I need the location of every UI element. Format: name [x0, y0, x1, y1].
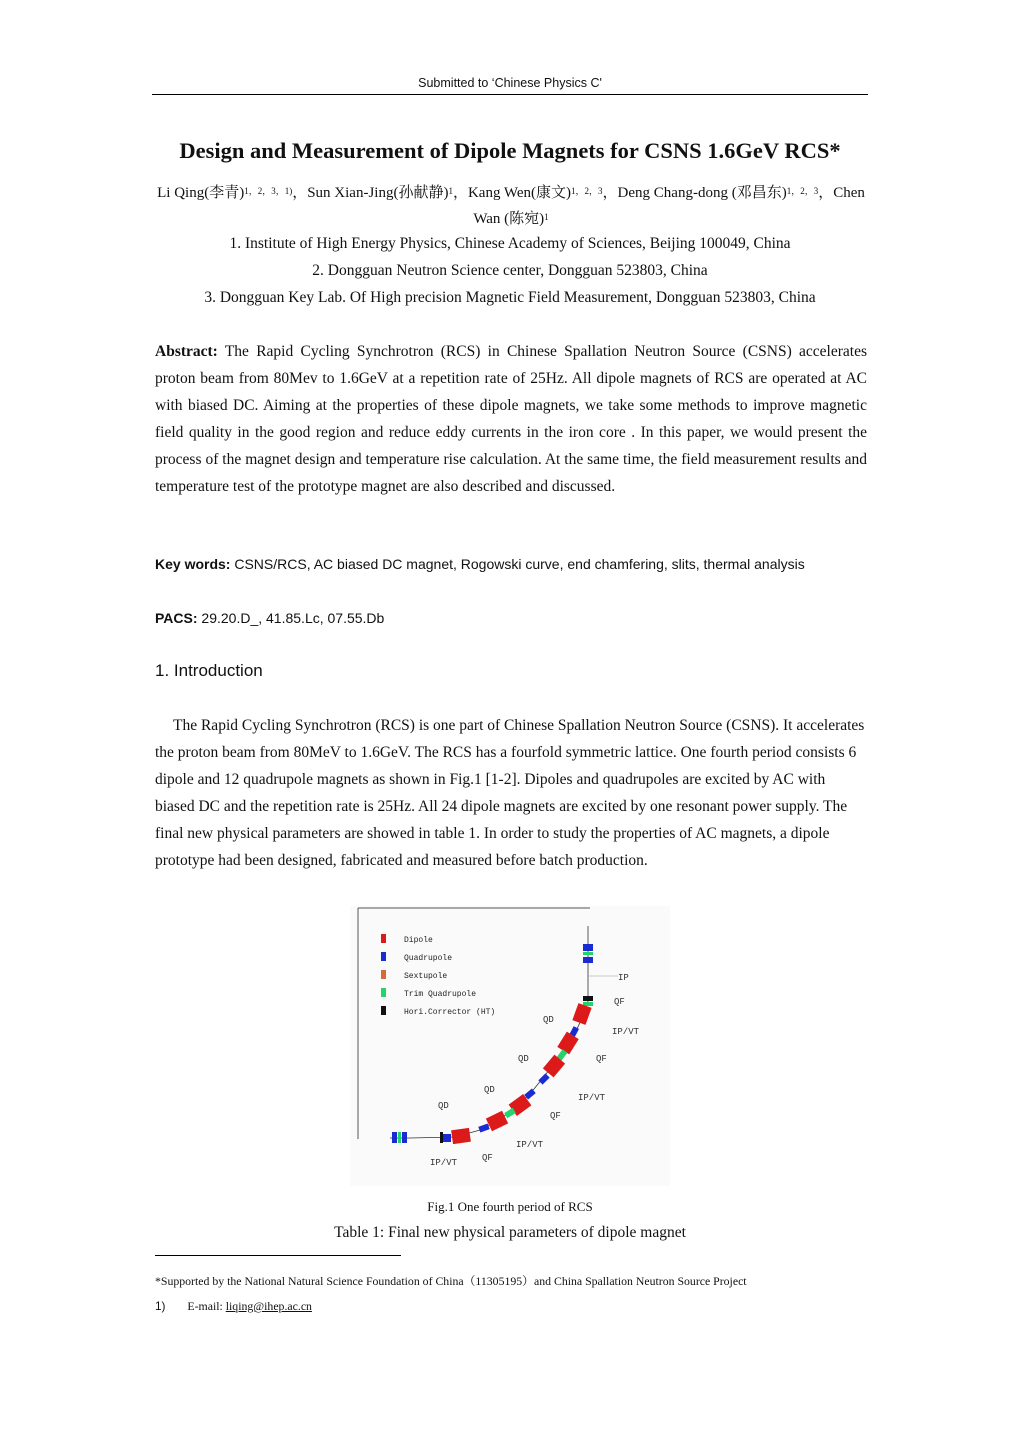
label-qf: QF: [550, 1111, 561, 1121]
affiliation-3: 3. Dongguan Key Lab. Of High precision Magnetic Field Measurement, Dongguan 523803, China: [204, 289, 816, 306]
figure-rcs-period: [350, 906, 670, 1186]
header-rule: [152, 94, 868, 95]
author-affil-marker: 1: [544, 212, 549, 222]
pacs-label: PACS:: [155, 610, 198, 626]
footnote-support: *Supported by the National Natural Science Foundation of China（11305195）and China Spallation Neutron Source Project: [155, 1274, 747, 1288]
label-ipvt: IP/VT: [516, 1140, 544, 1150]
legend-label: Dipole: [404, 936, 433, 945]
legend-swatch: [381, 988, 386, 997]
legend-swatch: [381, 1006, 386, 1015]
affiliation-1: 1. Institute of High Energy Physics, Chinese Academy of Sciences, Beijing 100049, China: [229, 235, 791, 252]
author-name: ，Deng Chang-dong (邓昌东): [602, 185, 787, 201]
author-affil-marker: 1，2，3，1): [244, 186, 293, 196]
lattice-diagram: [350, 906, 670, 1186]
email-label: E-mail:: [187, 1299, 226, 1313]
author-affil-marker: 1: [448, 186, 453, 196]
footnote-email: [155, 1299, 867, 1314]
author-affil-marker: 1，2，3: [571, 186, 603, 196]
trim-quadrupole: [398, 1132, 401, 1143]
figure-caption: Fig.1 One fourth period of RCS: [427, 1199, 593, 1214]
pacs: [155, 605, 867, 632]
label-ipvt: IP/VT: [430, 1158, 458, 1168]
author-name: ，Chen Wan (陈宛): [473, 185, 865, 227]
quadrupole: [402, 1132, 407, 1143]
corrector: [440, 1132, 443, 1143]
keywords: [155, 551, 867, 578]
quadrupole: [392, 1132, 397, 1143]
email-link[interactable]: liqing@ihep.ac.cn: [225, 1299, 312, 1313]
label-qd: QD: [543, 1015, 554, 1025]
quadrupole: [583, 957, 593, 963]
label-qf: QF: [596, 1054, 607, 1064]
abstract-label: Abstract:: [155, 343, 218, 360]
quadrupole: [583, 944, 593, 951]
paper-title: Design and Measurement of Dipole Magnets for CSNS 1.6GeV RCS*: [179, 138, 841, 163]
quadrupole: [443, 1134, 451, 1142]
author-affil-marker: 1，2，3: [786, 186, 819, 196]
footnote-rule: [155, 1255, 401, 1256]
trim-quadrupole: [583, 952, 593, 955]
legend-label: Sextupole: [404, 972, 448, 981]
author-list: [155, 180, 867, 232]
keywords-text: CSNS/RCS, AC biased DC magnet, Rogowski curve, end chamfering, slits, thermal analysis: [230, 556, 805, 572]
label-ipvt: IP/VT: [578, 1093, 606, 1103]
author-name: ，Kang Wen(康文): [452, 185, 572, 201]
author-name: ，Sun Xian-Jing(孙献静): [292, 185, 449, 201]
author-name: Li Qing(李青): [157, 185, 245, 201]
legend-swatch: [381, 934, 386, 943]
label-ip: IP: [618, 973, 629, 983]
table-caption: Table 1: Final new physical parameters of dipole magnet: [334, 1224, 686, 1241]
legend-swatch: [381, 970, 386, 979]
legend-swatch: [381, 952, 386, 961]
abstract: [155, 338, 867, 500]
label-qf: QF: [614, 997, 625, 1007]
section-heading: 1. Introduction: [155, 661, 263, 680]
label-qd: QD: [484, 1085, 495, 1095]
dipole: [451, 1128, 471, 1144]
label-qd: QD: [438, 1101, 449, 1111]
intro-paragraph: The Rapid Cycling Synchrotron (RCS) is one part of Chinese Spallation Neutron Source (CSNS). It accelerates the proton beam from 80MeV to 1.6GeV. The RCS has a fourfold symmetric lattice. One fourth period consists 6 dipole and 12 quadrupole magnets as shown in Fig.1 [1-2]. Dipoles and quadrupoles are excited by AC with biased DC and the repetition rate is 25Hz. All 24 dipole magnets are excited by one resonant power supply. The final new physical parameters are showed in table 1. In order to study the properties of AC magnets, a dipole prototype had been designed, fabricated and measured before batch production.: [155, 717, 865, 869]
legend-label: Trim Quadrupole: [404, 990, 477, 999]
label-qf: QF: [482, 1153, 493, 1163]
running-header: Submitted to ‘Chinese Physics C': [418, 76, 602, 90]
abstract-text: The Rapid Cycling Synchrotron (RCS) in Chinese Spallation Neutron Source (CSNS) accelerates proton beam from 80Mev to 1.6GeV at a repetition rate of 25Hz. All dipole magnets of RCS are operated at AC with biased DC. Aiming at the properties of these dipole magnets, we take some methods to improve magnetic field quality in the good region and reduce eddy currents in the iron core . In this paper, we would present the process of the magnet design and temperature rise calculation. At the same time, the field measurement results and temperature test of the prototype magnet are also described and discussed.: [155, 343, 867, 495]
legend-label: Hori.Corrector (HT): [404, 1008, 496, 1017]
affiliation-2: 2. Dongguan Neutron Science center, Dongguan 523803, China: [312, 262, 708, 279]
corrector: [583, 996, 593, 1001]
label-ipvt: IP/VT: [612, 1027, 640, 1037]
pacs-text: 29.20.D_, 41.85.Lc, 07.55.Db: [197, 610, 385, 626]
legend-label: Quadrupole: [404, 954, 453, 963]
footnote-marker: 1): [155, 1299, 166, 1313]
keywords-label: Key words:: [155, 556, 231, 572]
label-qd: QD: [518, 1054, 529, 1064]
